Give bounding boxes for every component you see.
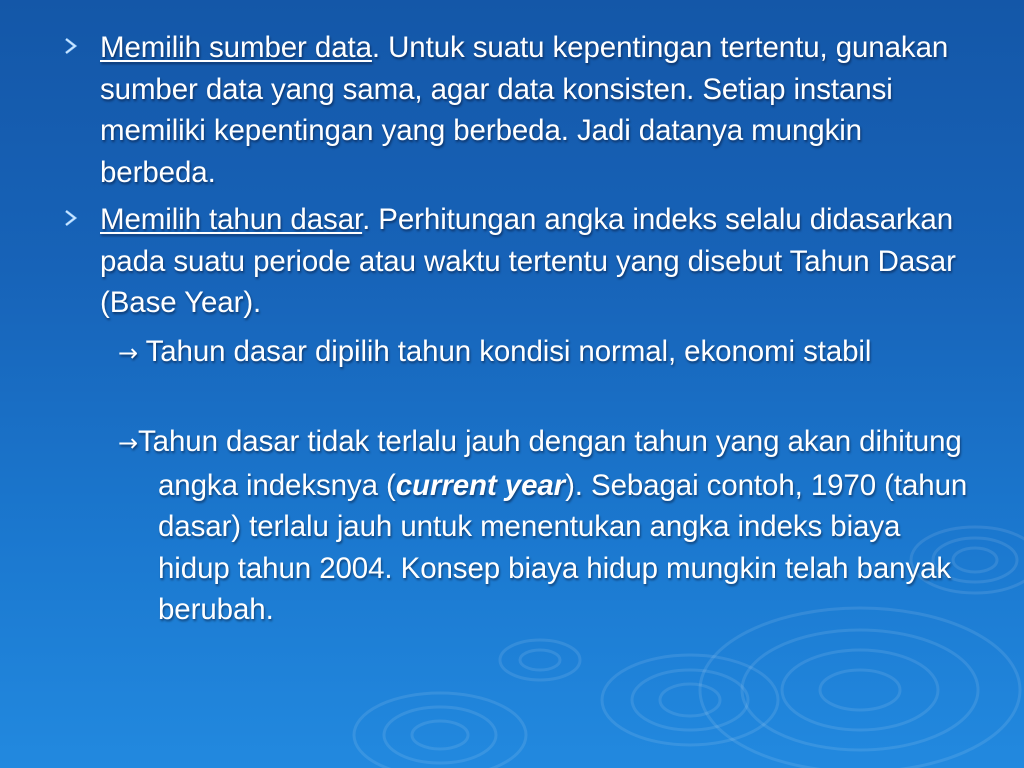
- bullet-body: . Perhitungan angka indeks selalu didasarkan pada suatu periode atau waktu tertentu yang disebut Tahun Dasar (Base Year).: [100, 203, 956, 319]
- sub-point-tidak-terlalu-jauh: [118, 421, 978, 631]
- bullet-text: [100, 199, 964, 324]
- right-arrow-icon: →: [118, 429, 139, 457]
- bullet-text: [100, 27, 964, 193]
- sub-point-text-after: ). Sebagai contoh, 1970 (tahun dasar) terlalu jauh untuk menentukan angka indeks biaya hidup tahun 2004. Konsep biaya hidup mungkin telah banyak berubah.: [158, 468, 968, 626]
- bullet-body: . Untuk suatu kepentingan tertentu, gunakan sumber data yang sama, agar data konsisten. Setiap instansi memiliki kepentingan yang berbeda. Jadi datanya mungkin berbeda.: [100, 31, 949, 189]
- sub-point-text: Tahun dasar dipilih tahun kondisi normal, ekonomi stabil: [138, 335, 872, 368]
- bullet-item-sumber-data: [64, 27, 964, 193]
- chevron-right-icon: [64, 27, 100, 60]
- bullet-item-tahun-dasar: [64, 199, 964, 324]
- bullet-term: Memilih sumber data: [100, 31, 372, 64]
- sub-point-emphasis: current year: [395, 468, 566, 502]
- right-arrow-icon: →: [118, 339, 139, 367]
- chevron-right-icon: [64, 199, 100, 232]
- bullet-term: Memilih tahun dasar: [100, 203, 363, 236]
- sub-point-text-before: Tahun dasar tidak terlalu jauh dengan tahun yang akan dihitung angka indeksnya (: [138, 425, 962, 502]
- sub-point-kondisi-normal: [118, 331, 978, 375]
